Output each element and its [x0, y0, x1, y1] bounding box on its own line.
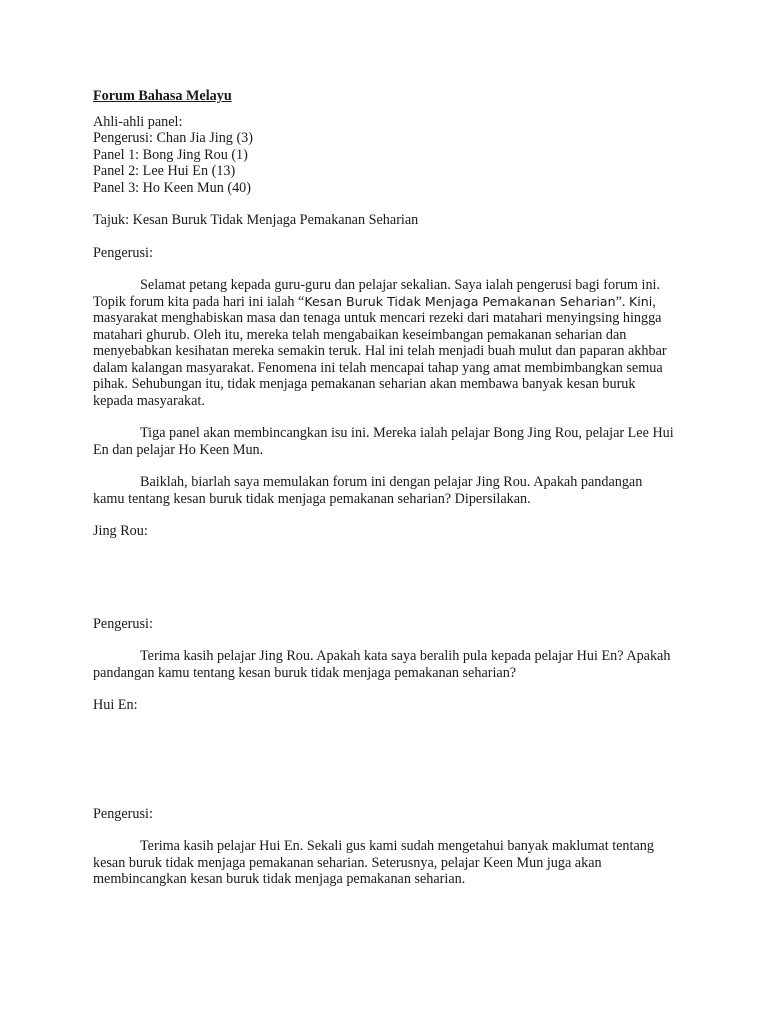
- panel-member-chair: Pengerusi: Chan Jia Jing (3): [93, 130, 253, 146]
- paragraph-line: Tiga panel akan membincangkan isu ini. Mereka ialah pelajar Bong Jing Rou, pelajar Lee Hui: [140, 425, 674, 441]
- paragraph-line: pandangan kamu tentang kesan buruk tidak menjaga pemakanan seharian?: [93, 664, 517, 681]
- paragraph-line: masyarakat menghabiskan masa dan tenaga untuk mencari rezeki dari matahari menyingsing hingga: [93, 310, 662, 326]
- speaker-label-chair: Pengerusi:: [93, 615, 153, 632]
- text-segment: ”.: [615, 293, 629, 310]
- speaker-label-chair: Pengerusi:: [93, 805, 153, 822]
- chair-paragraph-3: [93, 838, 678, 888]
- paragraph-line: dalam kalangan masyarakat. Fenomena ini telah mencapai tahap yang amat membimbangkan semua: [93, 359, 663, 376]
- paragraph-line: Baiklah, biarlah saya memulakan forum ini dengan pelajar Jing Rou. Apakah pandangan: [140, 474, 643, 490]
- answer-space-huien: [93, 714, 678, 806]
- panel-member-2: Panel 2: Lee Hui En (13): [93, 163, 236, 179]
- paragraph-line: kamu tentang kesan buruk tidak menjaga pemakanan seharian? Dipersilakan.: [93, 490, 531, 507]
- paragraph-line: pihak. Sehubungan itu, tidak menjaga pemakanan seharian akan membawa banyak kesan buruk: [93, 376, 636, 392]
- intro-paragraph-3: [93, 474, 678, 507]
- text-segment: Kini: [629, 293, 653, 309]
- paragraph-line: Selamat petang kepada guru-guru dan pelajar sekalian. Saya ialah pengerusi bagi forum ini.: [140, 277, 661, 293]
- text-segment: ,: [652, 293, 656, 310]
- topic-quote: Kesan Buruk Tidak Menjaga Pemakanan Seharian: [304, 293, 616, 309]
- paragraph-line: kesan buruk tidak menjaga pemakanan seharian. Seterusnya, pelajar Keen Mun juga akan: [93, 854, 602, 871]
- panel-list: [93, 114, 678, 197]
- panel-heading: Ahli-ahli panel:: [93, 113, 183, 130]
- paragraph-line: En dan pelajar Ho Keen Mun.: [93, 441, 264, 458]
- paragraph-line: Terima kasih pelajar Hui En. Sekali gus kami sudah mengetahui banyak maklumat tentang: [140, 838, 654, 854]
- speaker-label-chair: Pengerusi:: [93, 244, 153, 261]
- topic-line: Tajuk: Kesan Buruk Tidak Menjaga Pemakanan Seharian: [93, 212, 419, 228]
- paragraph-line: [93, 294, 678, 311]
- panel-member-1: Panel 1: Bong Jing Rou (1): [93, 146, 248, 163]
- document-page: [93, 88, 678, 888]
- answer-space-jingrou: [93, 540, 678, 616]
- panel-member-3: Panel 3: Ho Keen Mun (40): [93, 179, 252, 196]
- paragraph-line: menyebabkan kesihatan mereka semakin teruk. Hal ini telah menjadi buah mulut dan paparan akhbar: [93, 343, 667, 359]
- intro-paragraph-1: [93, 277, 678, 409]
- paragraph-line: membincangkan kesan buruk tidak menjaga pemakanan seharian.: [93, 871, 466, 887]
- paragraph-line: Terima kasih pelajar Jing Rou. Apakah kata saya beralih pula kepada pelajar Hui En? Apakah: [140, 648, 671, 664]
- intro-paragraph-2: [93, 425, 678, 458]
- chair-paragraph-2: [93, 648, 678, 681]
- document-title: Forum Bahasa Melayu: [93, 88, 232, 104]
- text-segment: Topik forum kita pada hari ini ialah “: [93, 293, 305, 310]
- speaker-label-jingrou: Jing Rou:: [93, 523, 148, 539]
- speaker-label-huien: Hui En:: [93, 697, 138, 713]
- paragraph-line: kepada masyarakat.: [93, 392, 205, 409]
- paragraph-line: matahari ghurub. Oleh itu, mereka telah mengabaikan keseimbangan pemakanan seharian dan: [93, 326, 627, 343]
